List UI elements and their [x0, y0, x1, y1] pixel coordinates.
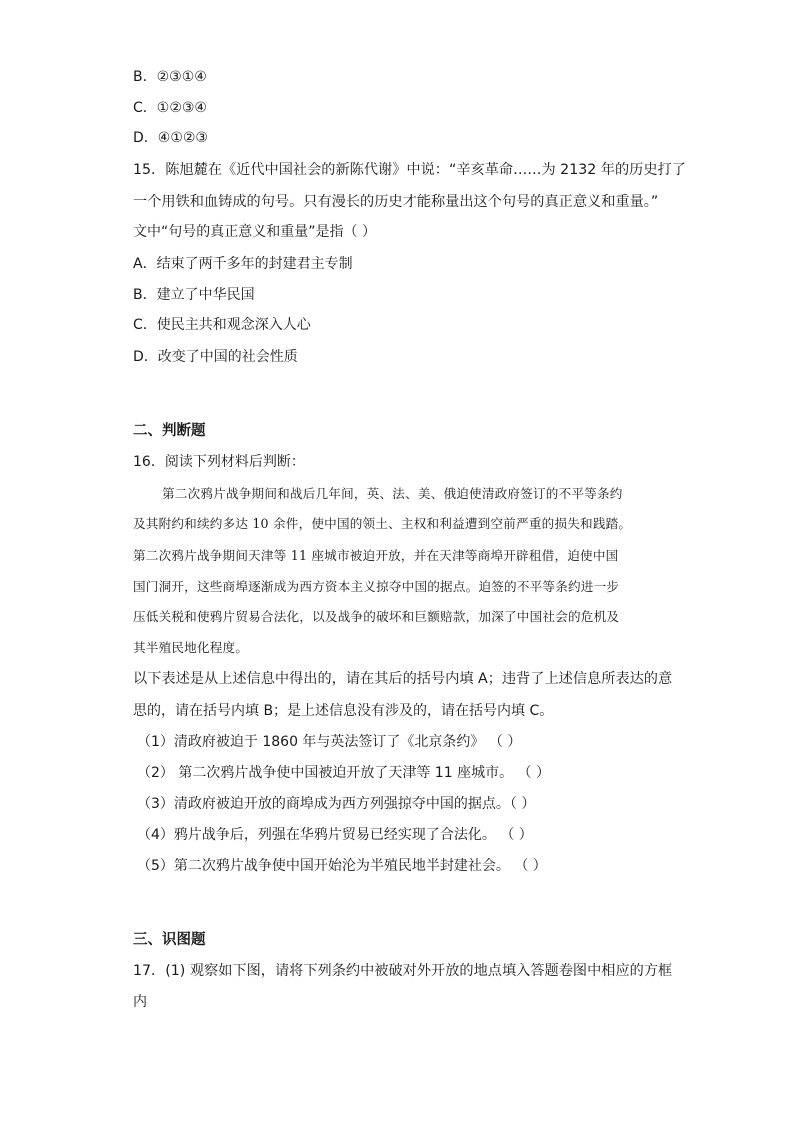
q14-option-d: D．④①②③	[133, 130, 208, 146]
q15-stem-line3: 文中“句号的真正意义和重量”是指（ ）	[133, 224, 376, 240]
q16-item-3: （3）清政府被迫开放的商埠成为西方列强掠夺中国的据点。（ ）	[137, 796, 536, 812]
q16-material-line3: 第二次鸦片战争期间天津等 11 座城市被迫开放，并在天津等商埠开辟租借，迫使中国	[133, 548, 619, 563]
q16-material-line4: 国门洞开，这些商埠逐渐成为西方资本主义掠夺中国的据点。迫签的不平等条约进一步	[133, 579, 620, 594]
q16-material-line2: 及其附约和续约多达 10 余件，使中国的领土、主权和利益遭到空前严重的损失和践踏。	[133, 516, 632, 531]
q16-item-4: （4）鸦片战争后，列强在华鸦片贸易已经实现了合法化。 （ ）	[137, 827, 533, 843]
q15-stem-line2: 一个用铁和血铸成的句号。只有漫长的历史才能称量出这个句号的真正意义和重量。”	[133, 194, 659, 210]
q16-material-line6: 其半殖民地化程度。	[133, 640, 249, 655]
q16-item-5: （5）第二次鸦片战争使中国开始沦为半殖民地半封建社会。 （ ）	[137, 858, 547, 874]
section3-title: 三、识图题	[133, 932, 206, 948]
q15-option-c: C．使民主共和观念深入人心	[133, 317, 311, 333]
q16-item-1: （1）清政府被迫于 1860 年与英法签订了《北京条约》 （ ）	[137, 734, 522, 750]
q15-option-b: B．建立了中华民国	[133, 287, 255, 303]
q16-item-2: （2） 第二次鸦片战争使中国被迫开放了天津等 11 座城市。 （ ）	[137, 765, 550, 781]
q14-option-b: B．②③①④	[133, 69, 207, 85]
q17-line2: 内	[133, 994, 147, 1010]
q15-option-d: D．改变了中国的社会性质	[133, 349, 298, 365]
q15-option-a: A．结束了两千多年的封建君主专制	[133, 256, 353, 272]
q16-instruction-line1: 以下表述是从上述信息中得出的，请在其后的括号内填 A；违背了上述信息所表达的意	[133, 671, 673, 687]
q16-instruction-line2: 思的，请在括号内填 B；是上述信息没有涉及的，请在括号内填 C。	[133, 703, 554, 719]
q16-stem: 16．阅读下列材料后判断：	[133, 454, 305, 470]
q16-material-line1: 第二次鸦片战争期间和战后几年间，英、法、美、俄迫使清政府签订的不平等条约	[162, 486, 623, 501]
q14-option-c: C．①②③④	[133, 100, 207, 116]
q17-line1: 17．(1) 观察如下图，请将下列条约中被破对外开放的地点填入答题卷图中相应的方框	[133, 963, 673, 979]
q16-material-line5: 压低关税和使鸦片贸易合法化，以及战争的破坏和巨额赔款，加深了中国社会的危机及	[133, 609, 620, 624]
q15-stem-line1: 15．陈旭麓在《近代中国社会的新陈代谢》中说：“辛亥革命……为 2132 年的历史打了	[133, 162, 686, 178]
section2-title: 二、判断题	[133, 423, 206, 439]
